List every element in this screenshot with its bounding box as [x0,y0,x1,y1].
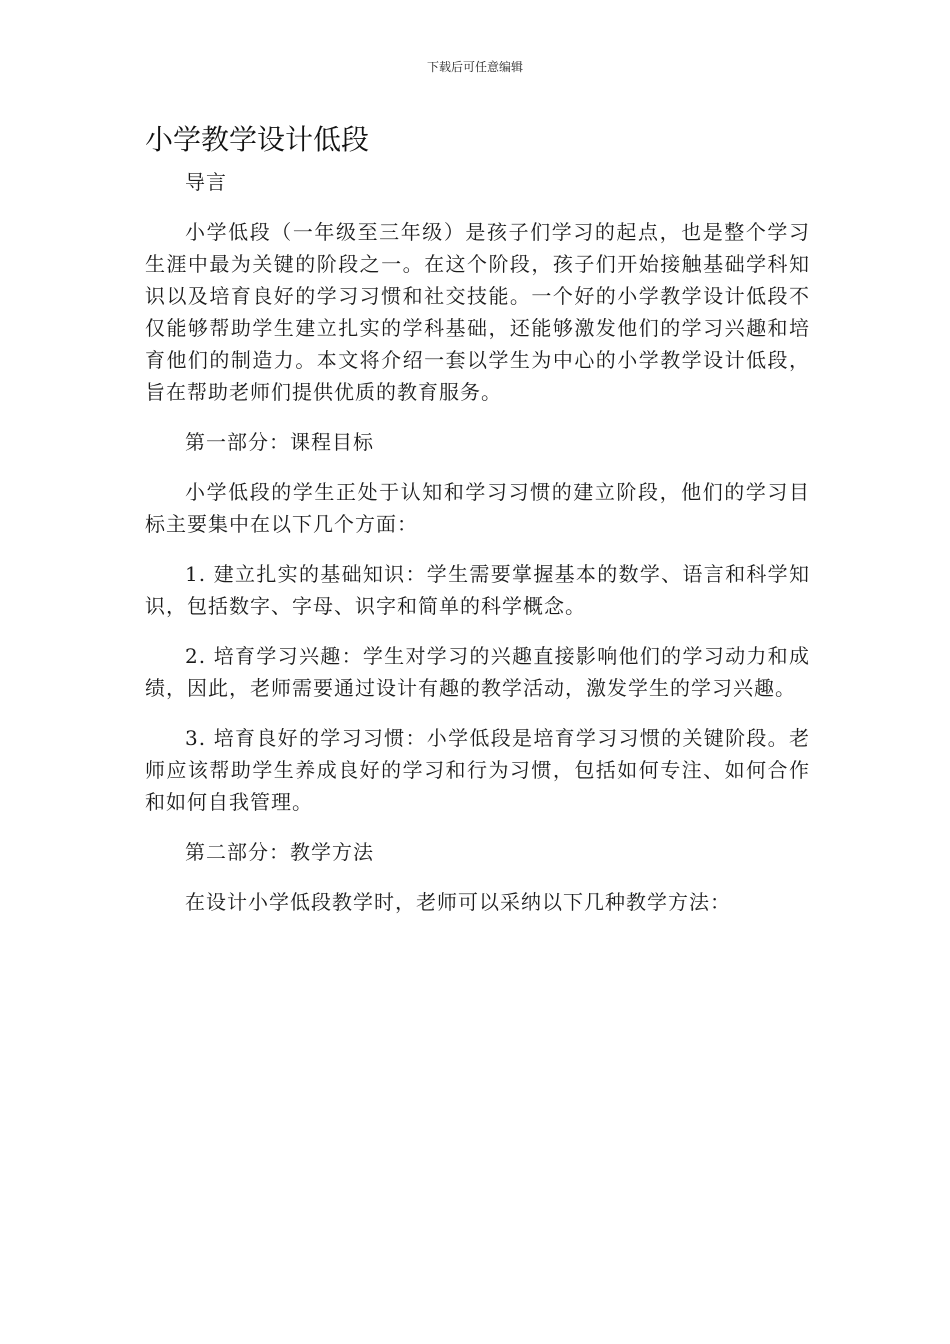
list-item-3: 3. 培育良好的学习习惯：小学低段是培育学习习惯的关键阶段。老师应该帮助学生养成良好的学习和行为习惯，包括如何专注、如何合作和如何自我管理。 [145,726,810,814]
document-body [145,166,810,936]
header-note: 下载后可任意编辑 [426,60,523,74]
part2-paragraph: 在设计小学低段教学时，老师可以采纳以下几种教学方法： [185,890,731,914]
intro-heading: 导言 [185,170,227,194]
part1-heading: 第一部分：课程目标 [185,430,374,454]
list-item-1: 1. 建立扎实的基础知识：学生需要掌握基本的数学、语言和科学知识，包括数字、字母、识字和简单的科学概念。 [145,562,810,618]
intro-paragraph: 小学低段（一年级至三年级）是孩子们学习的起点，也是整个学习生涯中最为关键的阶段之一。在这个阶段，孩子们开始接触基础学科知识以及培育良好的学习习惯和社交技能。一个好的小学教学设计低段不仅能够帮助学生建立扎实的学科基础，还能够激发他们的学习兴趣和培育他们的制造力。本文将介绍一套以学生为中心的小学教学设计低段，旨在帮助老师们提供优质的教育服务。 [145,220,810,404]
document-title: 小学教学设计低段 [145,123,370,156]
part1-paragraph: 小学低段的学生正处于认知和学习习惯的建立阶段，他们的学习目标主要集中在以下几个方面： [145,480,810,536]
part2-heading: 第二部分：教学方法 [185,840,374,864]
list-item-2: 2. 培育学习兴趣：学生对学习的兴趣直接影响他们的学习动力和成绩，因此，老师需要通过设计有趣的教学活动，激发学生的学习兴趣。 [145,644,810,700]
